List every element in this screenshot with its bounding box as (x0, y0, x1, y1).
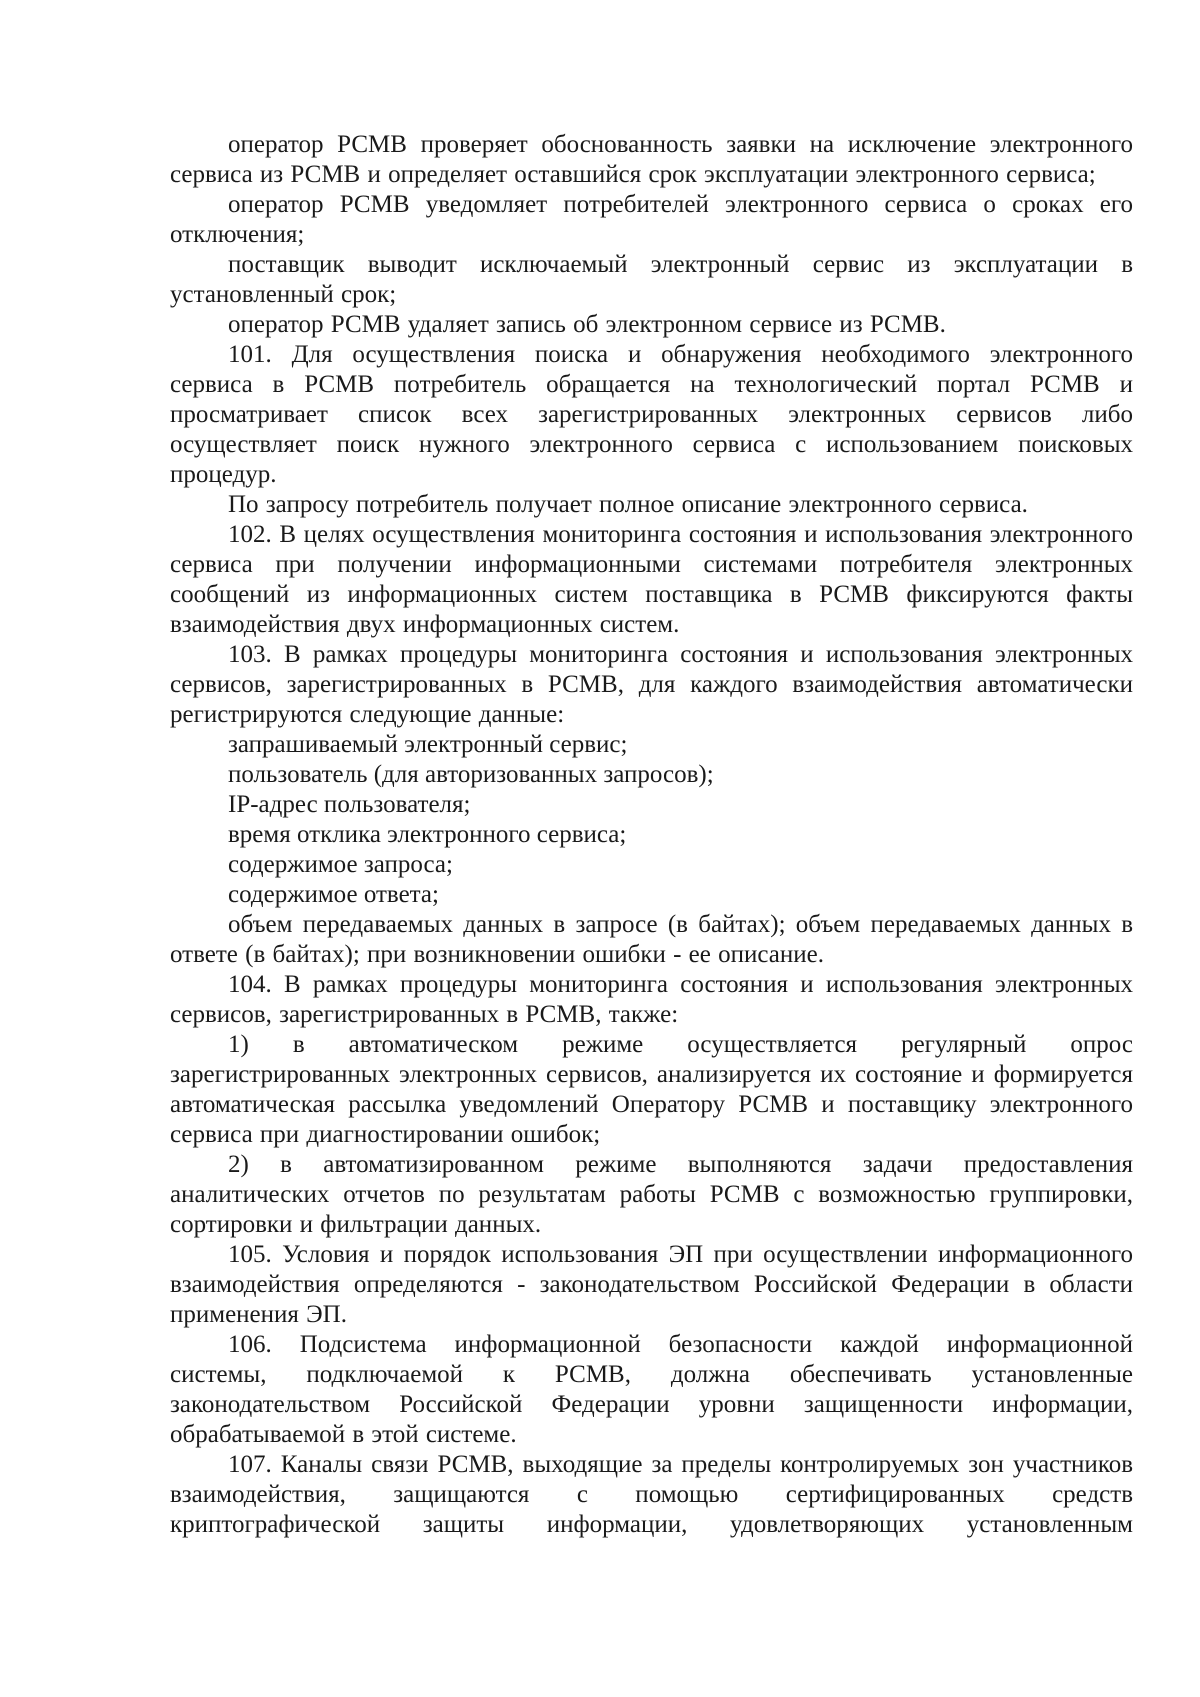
document-page (170, 130, 1133, 1540)
list-item-request-content: содержимое запроса; (228, 851, 453, 878)
paragraph-data-volume: объем передаваемых данных в запросе (в байтах); объем передаваемых данных в ответе (в байтах); при возникновении ошибки - ее описание. (170, 911, 1133, 968)
list-item-user: пользователь (для авторизованных запросов); (228, 761, 714, 788)
list-item-requested-service: запрашиваемый электронный сервис; (228, 731, 628, 758)
paragraph-supplier-withdraw: поставщик выводит исключаемый электронный сервис из эксплуатации в установленный срок; (170, 251, 1133, 308)
paragraph-104: 104. В рамках процедуры мониторинга состояния и использования электронных сервисов, зарегистрированных в РСМВ, также: (170, 971, 1133, 1028)
list-item-ip-address: IP-адрес пользователя; (228, 791, 471, 818)
paragraph-105: 105. Условия и порядок использования ЭП при осуществлении информационного взаимодействия определяются - законодательством Российской Федерации в области применения ЭП. (170, 1241, 1133, 1328)
paragraph-operator-check: оператор РСМВ проверяет обоснованность заявки на исключение электронного сервиса из РСМВ и определяет оставшийся срок эксплуатации электронного сервиса; (170, 131, 1133, 188)
paragraph-102: 102. В целях осуществления мониторинга состояния и использования электронного сервиса при получении информационными системами потребителя электронных сообщений из информационных систем поставщика в РСМВ фиксируются факты взаимодействия двух информационных систем. (170, 521, 1133, 638)
paragraph-101-request: По запросу потребитель получает полное описание электронного сервиса. (228, 491, 1028, 518)
paragraph-104-item-2: 2) в автоматизированном режиме выполняются задачи предоставления аналитических отчетов по результатам работы РСМВ с возможностью группировки, сортировки и фильтрации данных. (170, 1151, 1133, 1238)
list-item-response-time: время отклика электронного сервиса; (228, 821, 627, 848)
paragraph-106: 106. Подсистема информационной безопасности каждой информационной системы, подключаемой к РСМВ, должна обеспечивать установленные законодательством Российской Федерации уровни защищенности информации, обрабатываемой в этой системе. (170, 1331, 1133, 1448)
paragraph-101: 101. Для осуществления поиска и обнаружения необходимого электронного сервиса в РСМВ потребитель обращается на технологический портал РСМВ и просматривает список всех зарегистрированных электронных сервисов либо осуществляет поиск нужного электронного сервиса с использованием поисковых процедур. (170, 341, 1133, 488)
paragraph-104-item-1: 1) в автоматическом режиме осуществляется регулярный опрос зарегистрированных электронных сервисов, анализируется их состояние и формируется автоматическая рассылка уведомлений Оператору РСМВ и поставщику электронного сервиса при диагностировании ошибок; (170, 1031, 1133, 1148)
paragraph-operator-notify: оператор РСМВ уведомляет потребителей электронного сервиса о сроках его отключения; (170, 191, 1133, 248)
paragraph-103: 103. В рамках процедуры мониторинга состояния и использования электронных сервисов, зарегистрированных в РСМВ, для каждого взаимодействия автоматически регистрируются следующие данные: (170, 641, 1133, 728)
paragraph-107: 107. Каналы связи РСМВ, выходящие за пределы контролируемых зон участников взаимодействия, защищаются с помощью сертифицированных средств криптографической защиты информации, удовлетворяющих установленным (170, 1451, 1133, 1538)
paragraph-operator-delete: оператор РСМВ удаляет запись об электронном сервисе из РСМВ. (228, 311, 946, 338)
list-item-response-content: содержимое ответа; (228, 881, 439, 908)
